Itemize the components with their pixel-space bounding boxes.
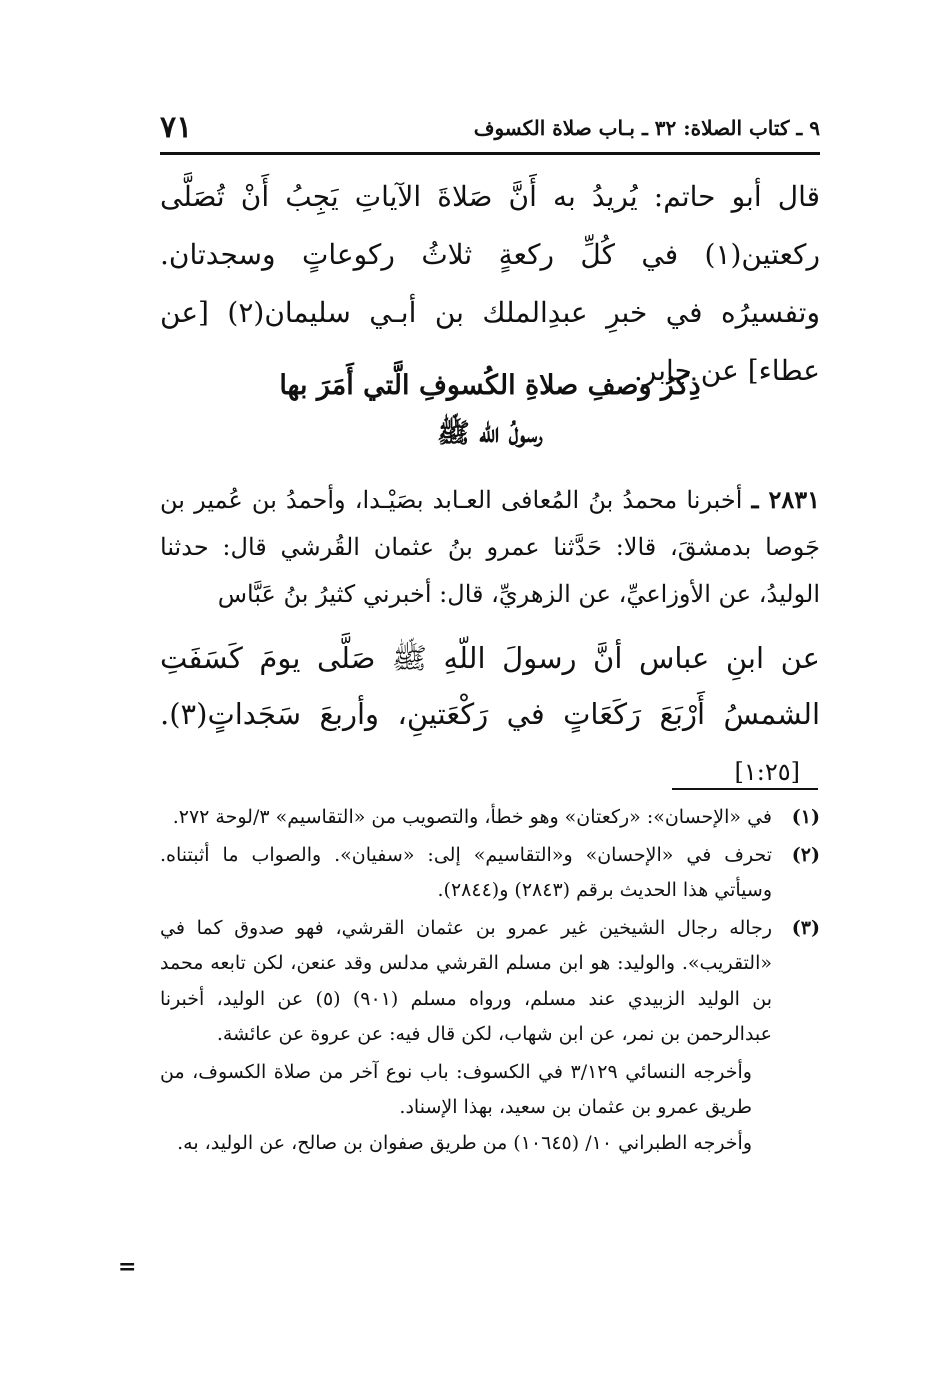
footnote-2	[160, 838, 820, 909]
footnote-continuation-paragraph: وأخرجه النسائي ٣/١٢٩ في الكسوف: باب نوع آخر من صلاة الكسوف، من طريق عمرو بن عثمان بن سعيد، بهذا الإسناد.	[160, 1060, 752, 1118]
footnote-text: في «الإحسان»: «ركعتان» وهو خطأ، والتصويب من «التقاسيم» ٣/لوحة ٢٧٢.	[172, 806, 772, 828]
page-header	[160, 108, 820, 148]
continued-mark: =	[118, 1254, 137, 1280]
footnote-continuation-paragraph: وأخرجه الطبراني ١٠/ (١٠٦٤٥) من طريق صفوان بن صالح، عن الوليد، به.	[177, 1131, 752, 1154]
header-divider	[160, 152, 820, 155]
footnote-number: (٢)	[791, 843, 820, 866]
footnote-number: (١)	[791, 806, 820, 828]
footnote-3-continuation	[160, 1055, 820, 1162]
footnote-divider	[672, 788, 818, 790]
hadith-number: ٢٨٣١ ـ	[751, 485, 820, 514]
chapter-title-line-1: ذِكرُ وصفِ صلاةِ الكُسوفِ الَّتي أَمَرَ بها	[279, 370, 701, 401]
chapter-heading	[160, 362, 820, 458]
matn-text: عن ابنِ عباس أنَّ رسولَ اللّهِ ﷺ صَلَّى يومَ كَسَفَتِ الشمسُ أَرْبَعَ رَكَعَاتٍ في رَكْعَتينِ، وأربعَ سَجَداتٍ(٣).	[160, 641, 820, 731]
footnote-3	[160, 911, 820, 1053]
hadith-matn	[160, 630, 820, 800]
intro-paragraph: قال أبو حاتم: يُريدُ به أَنَّ صَلاةَ الآياتِ يَجِبُ أَنْ تُصَلَّى ركعتين(١) في كُلِّ ركعةٍ ثلاثُ ركوعاتٍ وسجدتان. وتفسيرُه في خبرِ عبدِالملك بن أبـي سليمان(٢) [عن عطاء] عن جابر.	[160, 180, 820, 387]
running-head: ٩ ـ كتاب الصلاة: ٣٢ ـ بـاب صلاة الكسوف	[473, 116, 820, 140]
hadith-reference: [١:٢٥]	[734, 758, 800, 786]
hadith-isnad	[160, 476, 820, 618]
isnad-text: أخبرنا محمدُ بنُ المُعافى العـابد بصَيْـدا، وأحمدُ بن عُمير بن جَوصا بدمشقَ، قالا: حَدَّثنا عمرو بنُ عثمان القُرشي قال: حدثنا الوليدُ، عن الأوزاعيِّ، عن الزهريِّ، قال: أخبرني كثيرُ بنُ عَبَّاس	[160, 486, 820, 608]
footnote-1	[160, 800, 820, 836]
footnote-text: رجاله رجال الشيخين غير عمرو بن عثمان القرشي، فهو صدوق كما في «التقريب». والوليد: هو ابن مسلم القرشي مدلس وقد عنعن، لكن تابعه محمد بن الوليد الزبيدي عند مسلم، ورواه مسلم (٩٠١) (٥) عن الوليد، أخبرنا عبدالرحمن بن نمر، عن ابن شهاب، لكن قال فيه: عن عروة عن عائشة.	[160, 916, 772, 1045]
footnote-number: (٣)	[791, 916, 820, 939]
footnotes	[160, 800, 820, 1161]
page-number: ٧١	[160, 110, 193, 145]
chapter-title-line-2: رسولُ اللّه ﷺ	[437, 418, 543, 449]
footnote-text: تحرف في «الإحسان» و«التقاسيم» إلى: «سفيان». والصواب ما أثبتناه. وسيأتي هذا الحديث برقم (٢٨٤٣) و(٢٨٤٤).	[160, 843, 772, 901]
